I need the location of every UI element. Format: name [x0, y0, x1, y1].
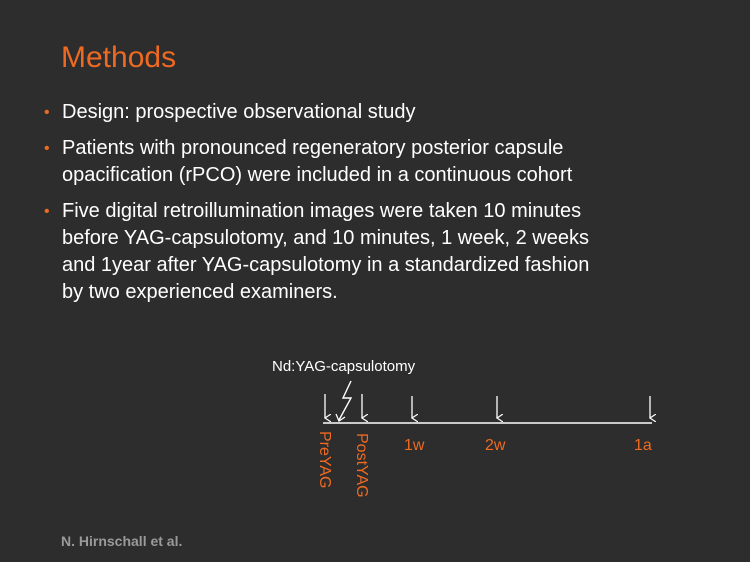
label-1a: 1a [634, 437, 652, 454]
label-1w: 1w [404, 437, 425, 454]
label-2w: 2w [485, 437, 506, 454]
bullet-dot-icon: • [44, 140, 50, 157]
timeline-caption: Nd:YAG-capsulotomy [272, 358, 416, 375]
slide-title: Methods [61, 41, 177, 74]
author-footer: N. Hirnschall et al. [61, 533, 183, 549]
bullet-dot-icon: • [44, 203, 50, 220]
bullet-text: Patients with pronounced regeneratory posterior capsule opacification (rPCO) were included in a continuous cohort [62, 137, 573, 186]
lightning-bolt-icon [339, 381, 351, 420]
timeline-arrows [325, 394, 650, 418]
label-postyag: PostYAG [353, 433, 370, 498]
bullet-text: Design: prospective observational study [62, 101, 416, 123]
bullet-text: Five digital retroillumination images were taken 10 minutes before YAG-capsulotomy, and 10 minutes, 1 week, 2 weeks and 1year after YAG-capsulotomy in a standardized fashion by two experienced examiners. [62, 200, 590, 303]
label-preyag: PreYAG [316, 431, 333, 489]
bullet-dot-icon: • [44, 104, 50, 121]
